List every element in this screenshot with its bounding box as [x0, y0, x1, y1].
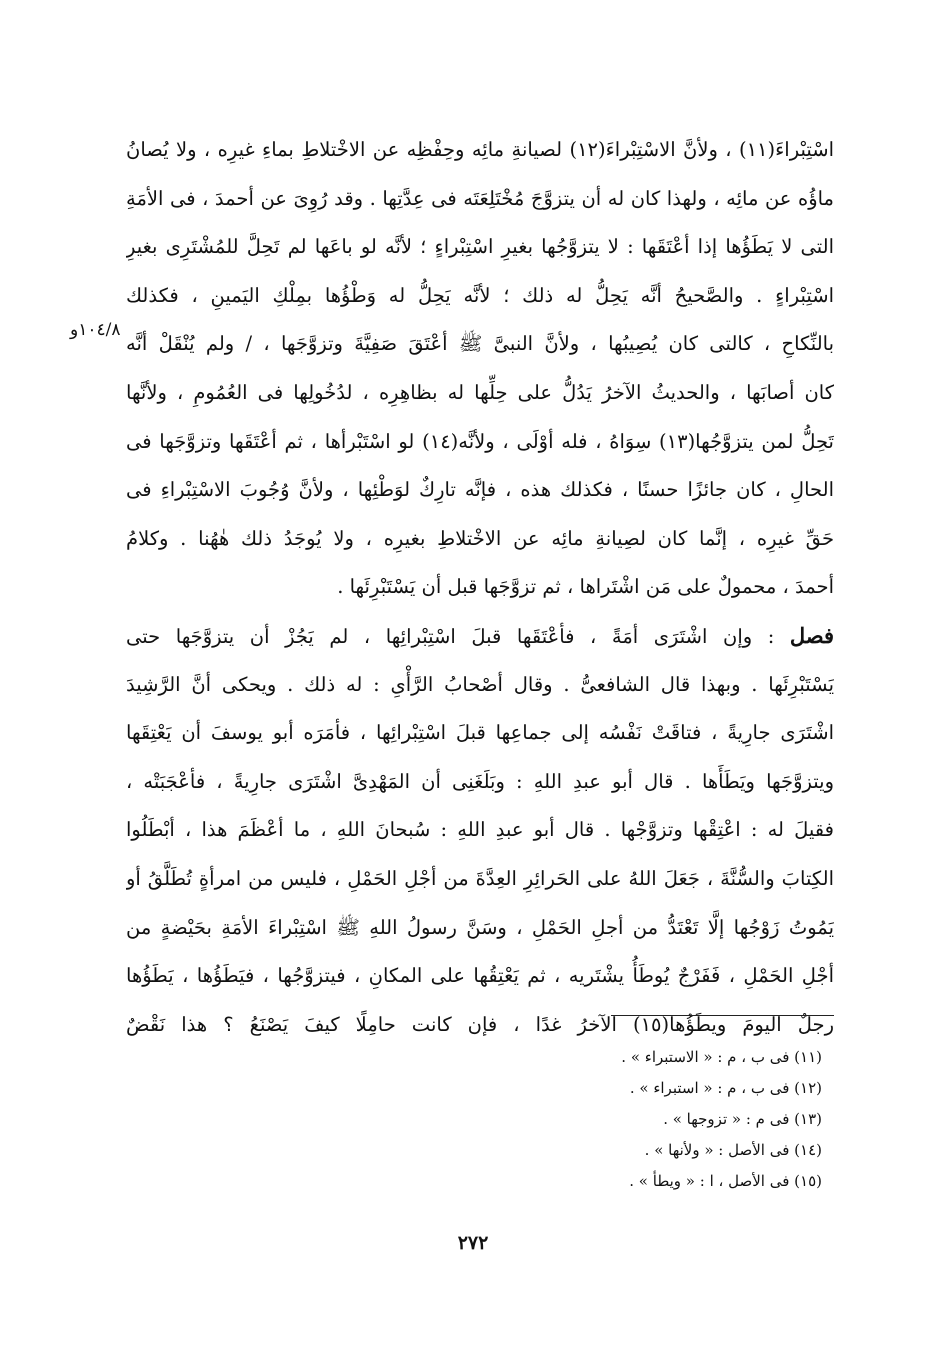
- body-line: اسْتِبْراءٍ . والصَّحيحُ أنَّه يَحِلُّ له ذلك ؛ لأنَّه يَحِلُّ له وَطْؤُها بمِلْكِ اليَمينِ ، فكذلك: [126, 283, 834, 307]
- page-number: ٢٧٢: [457, 1232, 489, 1254]
- footnote: (١٥) فى الأصل ، ا : « ويطأ » .: [629, 1172, 822, 1190]
- manuscript-folio-note: ١٠٤/٨و: [70, 320, 121, 340]
- body-line: الحالِ ، كان جائزًا حسنًا ، فكذلك هذه ، فإنَّه تارِكٌ لوَطْئِها ، ولأنَّ وُجُوبَ الاسْتِبْراءِ فى: [126, 478, 834, 502]
- footnote: (١١) فى ب ، م : « الاستبراء » .: [621, 1048, 822, 1066]
- fasl-line: ويتزوَّجَها ويَطَأَها . قال أبو عبدِ اللهِ : وبَلَغَنِى أن المَهْدِىَّ اشْتَرَى جارِيةً ، فأعْجَبَتْه ،: [126, 769, 834, 793]
- footnote: (١٢) فى ب ، م : « استبراء » .: [629, 1079, 822, 1097]
- fasl-line: فقيلَ له : اعْتِقْها وتزوَّجْها . قال أبو عبدِ اللهِ : سُبحانَ اللهِ ، ما أعْظَمَ هذا ، أبْطَلُوا: [126, 818, 834, 842]
- fasl-first-line: [126, 612, 834, 661]
- main-text-block: [126, 126, 834, 1049]
- fasl-line: رجلٌ اليومَ ويطَؤُها(١٥) الآخرُ غدًا ، فإن كانت حامِلًا كيفَ يَصْنَعُ ؟ هذا نَقْضٌ: [126, 1012, 834, 1036]
- body-line: ماؤُه عن مائِه ، ولهذا كان له أن يتزوَّجَ مُخْتَلِعَتَه فى عِدَّتِها . وقد رُوِىَ عن أحمدَ ، فى الأمَةِ: [126, 186, 834, 210]
- footnote: (١٤) فى الأصل : « ولأنها » .: [644, 1141, 822, 1159]
- body-line: حَقِّ غيرِه ، إنَّما كان لصِيانةِ مائِه عن الاخْتلاطِ بغيرِه ، ولا يُوجَدُ ذلك هٰهُنا . وكلامُ: [126, 526, 834, 550]
- body-line: التى لا يَطَؤُها إذا أعْتَقَها : لا يتزوَّجُها بغيرِ اسْتِبْراءٍ ؛ لأنَّه لو باعَها لم تَحِلَّ للمُشْتَرِى بغيرِ: [126, 235, 834, 259]
- fasl-line: الكِتابَ والسُّنَّةَ ، جَعَلَ اللهُ على الحَرائِرِ العِدَّةَ من أجْلِ الحَمْلِ ، فليس من امرأةٍ تُطَلَّقُ أو: [126, 866, 834, 890]
- body-line: تَحِلُّ لمن يتزوَّجُها(١٣) سِوَاهُ ، فله أوْلَى ، ولأنَّه(١٤) لو اسْتَبْرأها ، ثم أعْتَقَها وتزوَّجَها فى: [126, 429, 834, 453]
- fasl-line: اشْتَرَى جارِيةً ، فتاقَتْ نَفْسُه إلى جماعِها قبلَ اسْتِبْرائِها ، فأمَرَه أبو يوسفَ أن يَعْتِقَها: [126, 721, 834, 745]
- body-line: كان أصابَها ، والحديثُ الآخرُ يَدُلُّ على حِلِّها له بظاهِرِه ، لدُخُولِها فى العُمُومِ ، ولأنَّها: [126, 380, 834, 404]
- footnote: (١٣) فى م : « تزوجها » .: [663, 1110, 822, 1128]
- fasl-line: أجْلِ الحَمْلِ ، فَفَرْجٌ يُوطَأُ يشْتَريه ، ثم يَعْتِقُها على المكانِ ، فيتزوَّجُها ، فيَطَؤُها ، يَطَؤُها: [126, 964, 834, 988]
- fasl-line: يَمُوتُ زَوْجُها إلَّا تَعْتَدُّ من أجلِ الحَمْلِ ، وسَنَّ رسولُ اللهِ ﷺ اسْتِبْراءَ الأمَةِ بحَيْضةٍ من: [126, 915, 834, 939]
- footnotes-block: [402, 1042, 822, 1197]
- body-line: أحمدَ ، محمولٌ على مَن اشْتَراها ، ثم تزوَّجَها قبل أن يَسْتَبْرِئَها .: [337, 575, 834, 599]
- fasl-line: يَسْتَبْرِئَها . وبهذا قال الشافعىُّ . وقال أصْحابُ الرَّأْىِ : له ذلك . ويحكى أنَّ الرَّشِيدَ: [126, 672, 834, 696]
- fasl-heading: فصل: [789, 622, 834, 648]
- fasl-first-text: : وإن اشْتَرَى أمَةً ، فأعْتَقَها قبلَ اسْتِبْرائِها ، لم يَجُزْ أن يتزوَّجَها حتى: [126, 624, 775, 648]
- body-line: اسْتِبْراءَ(١١) ، ولأنَّ الاسْتِبْراءَ(١٢) لصيانةِ مائِه وحِفْظِه عن الاخْتلاطِ بماءِ غيرِه ، ولا يُصانُ: [126, 138, 834, 161]
- body-line: بالنِّكاحِ ، كالتى كان يُصِيبُها ، ولأنَّ النبىَّ ﷺ أعْتَقَ صَفِيَّةَ وتزوَّجَها ، / ولم يُنْقَلْ أنَّه: [126, 332, 834, 356]
- footnote-divider: [611, 1015, 834, 1016]
